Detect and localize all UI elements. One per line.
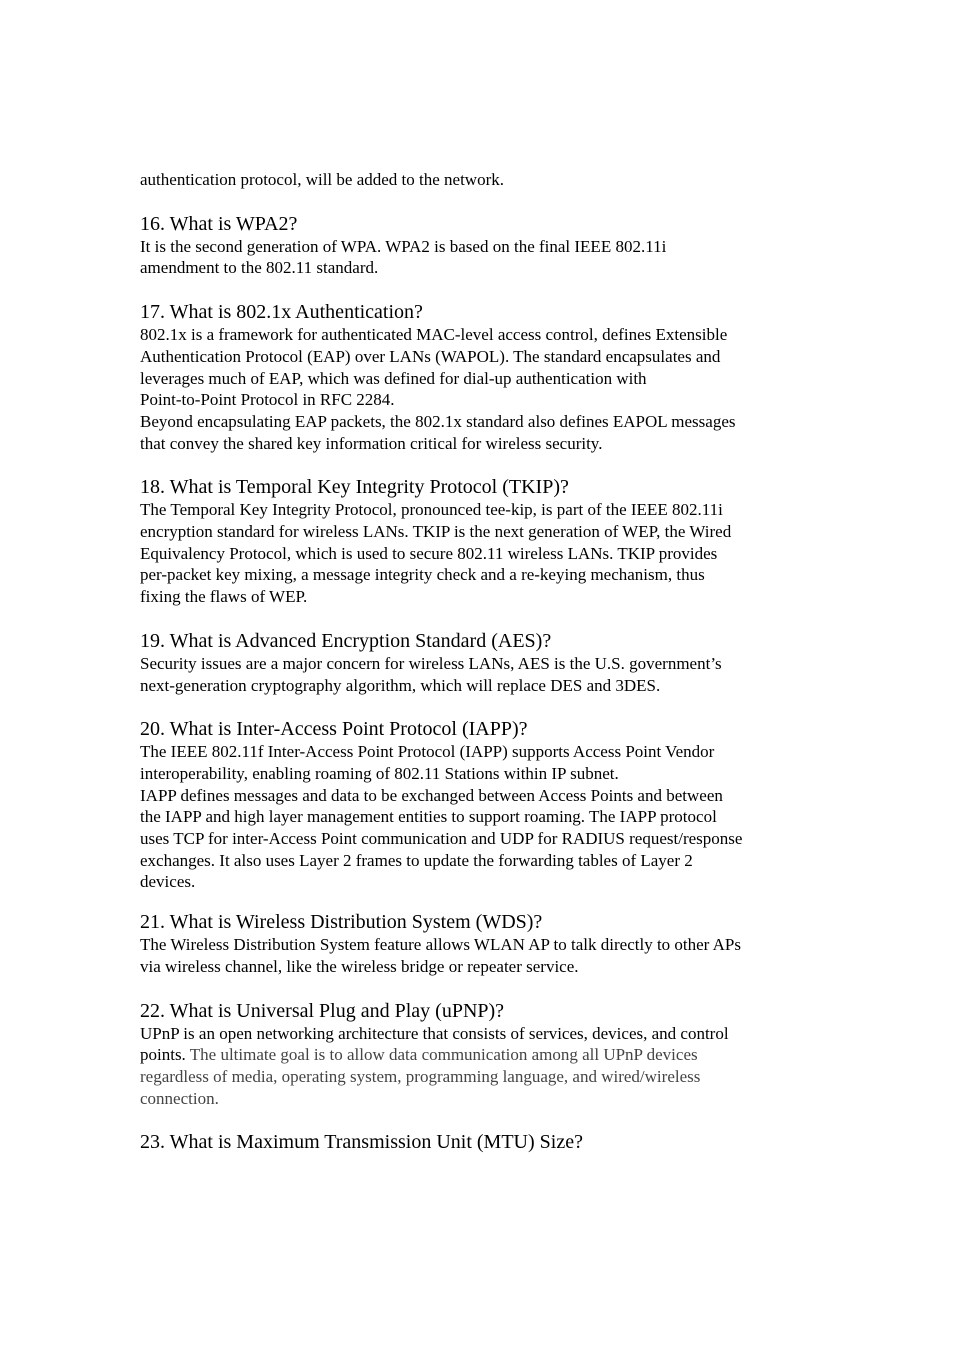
paragraph-line: Equivalency Protocol, which is used to secure 802.11 wireless LANs. TKIP provides (140, 543, 718, 563)
paragraph-line: per-packet key mixing, a message integrity check and a re-keying mechanism, thus (140, 565, 705, 585)
section-19 (140, 629, 820, 696)
section-heading: 17. What is 802.1x Authentication? (140, 301, 423, 324)
section-20 (140, 717, 820, 893)
section-23 (140, 1130, 820, 1154)
paragraph-line-gray: regardless of media, operating system, programming language, and wired/wireless (140, 1066, 701, 1086)
paragraph-line-gray: connection. (140, 1088, 219, 1108)
section-18 (140, 475, 820, 608)
section-heading: 18. What is Temporal Key Integrity Protocol (TKIP)? (140, 476, 569, 499)
paragraph-line: uses TCP for inter-Access Point communication and UDP for RADIUS request/response (140, 829, 743, 849)
section-16 (140, 212, 820, 279)
section-heading: 19. What is Advanced Encryption Standard (AES)? (140, 629, 552, 652)
lead-line: authentication protocol, will be added to the network. (140, 170, 504, 189)
paragraph-line: Security issues are a major concern for wireless LANs, AES is the U.S. government’s (140, 653, 722, 673)
document-page (140, 169, 820, 1154)
paragraph-line: Point-to-Point Protocol in RFC 2284. (140, 390, 395, 410)
section-heading: 23. What is Maximum Transmission Unit (MTU) Size? (140, 1131, 583, 1154)
paragraph-line: fixing the flaws of WEP. (140, 587, 308, 607)
paragraph-line (140, 1044, 820, 1066)
section-heading: 21. What is Wireless Distribution System (WDS)? (140, 911, 543, 934)
paragraph-line: leverages much of EAP, which was defined for dial-up authentication with (140, 368, 647, 388)
paragraph-line: exchanges. It also uses Layer 2 frames to update the forwarding tables of Layer 2 (140, 850, 693, 870)
paragraph-line: The Temporal Key Integrity Protocol, pronounced tee-kip, is part of the IEEE 802.11i (140, 500, 723, 520)
paragraph-line: 802.1x is a framework for authenticated MAC-level access control, defines Extensible (140, 325, 728, 345)
section-17 (140, 300, 820, 454)
section-heading: 16. What is WPA2? (140, 212, 298, 235)
section-heading: 20. What is Inter-Access Point Protocol (IAPP)? (140, 718, 528, 741)
paragraph-line: that convey the shared key information critical for wireless security. (140, 433, 603, 453)
paragraph-line: Authentication Protocol (EAP) over LANs (WAPOL). The standard encapsulates and (140, 346, 721, 366)
paragraph-line: next-generation cryptography algorithm, which will replace DES and 3DES. (140, 675, 661, 695)
paragraph-line: devices. (140, 872, 196, 892)
paragraph-line: amendment to the 802.11 standard. (140, 258, 379, 278)
paragraph-line: interoperability, enabling roaming of 802.11 Stations within IP subnet. (140, 763, 619, 783)
paragraph-line: The Wireless Distribution System feature allows WLAN AP to talk directly to other APs (140, 935, 742, 955)
paragraph-line: UPnP is an open networking architecture that consists of services, devices, and control (140, 1023, 729, 1043)
paragraph-line: It is the second generation of WPA. WPA2 is based on the final IEEE 802.11i (140, 236, 667, 256)
paragraph-line: encryption standard for wireless LANs. TKIP is the next generation of WEP, the Wired (140, 522, 732, 542)
paragraph-text: points. (140, 1045, 190, 1065)
paragraph-line: the IAPP and high layer management entities to support roaming. The IAPP protocol (140, 807, 717, 827)
section-22 (140, 999, 820, 1110)
paragraph-line: via wireless channel, like the wireless bridge or repeater service. (140, 956, 579, 976)
section-heading: 22. What is Universal Plug and Play (uPNP)? (140, 999, 505, 1022)
paragraph-text-gray: The ultimate goal is to allow data communication among all UPnP devices (189, 1045, 698, 1065)
paragraph-line: Beyond encapsulating EAP packets, the 802.1x standard also defines EAPOL messages (140, 411, 736, 431)
section-21 (140, 910, 820, 977)
paragraph-line: The IEEE 802.11f Inter-Access Point Protocol (IAPP) supports Access Point Vendor (140, 742, 715, 762)
paragraph-line: IAPP defines messages and data to be exchanged between Access Points and between (140, 785, 723, 805)
